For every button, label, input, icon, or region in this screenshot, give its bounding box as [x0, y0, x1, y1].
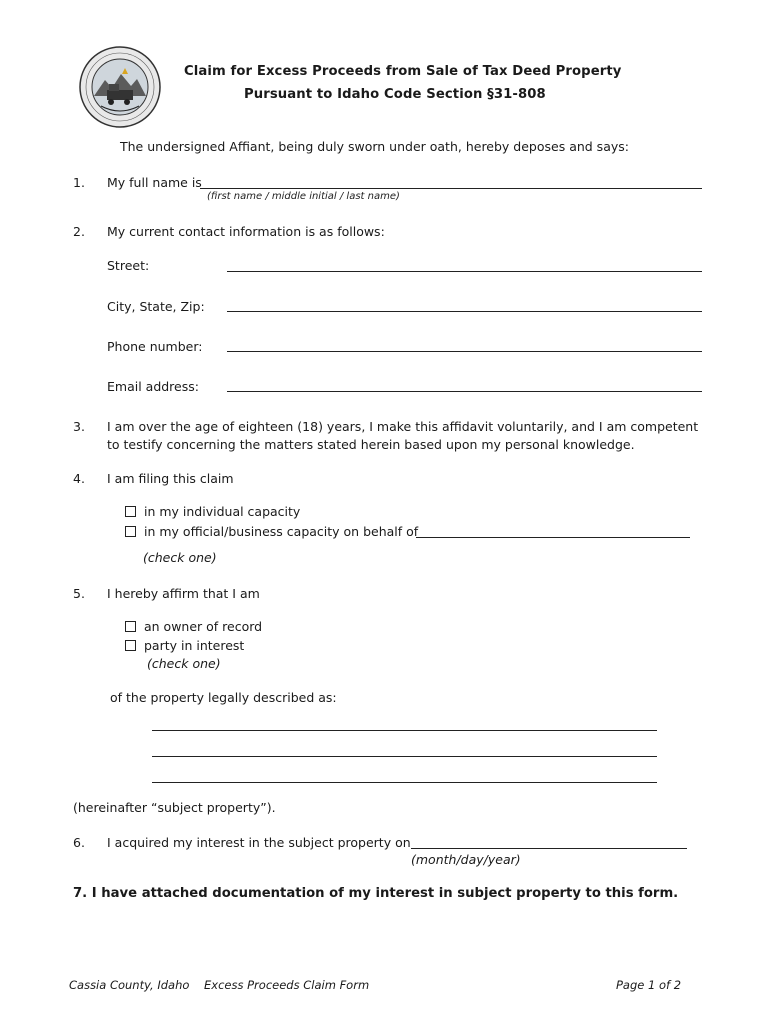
full-name-hint: (first name / middle initial / last name) [207, 191, 400, 202]
item-2-label: My current contact information is as follows: [107, 224, 385, 239]
acquired-date-hint: (month/day/year) [411, 852, 521, 867]
owner-of-record-label: an owner of record [144, 619, 263, 634]
item-4-check-one: (check one) [143, 550, 217, 565]
item-1-number: 1. [73, 175, 85, 190]
business-capacity-label: in my official/business capacity on behalf of [144, 524, 419, 539]
item-4-label: I am filing this claim [107, 471, 234, 486]
item-5-label: I hereby affirm that I am [107, 586, 260, 601]
item-2-number: 2. [73, 224, 85, 239]
business-capacity-option[interactable] [125, 524, 418, 539]
phone-field[interactable] [227, 351, 702, 352]
full-name-field[interactable] [200, 188, 702, 189]
party-in-interest-checkbox[interactable] [125, 640, 136, 651]
legal-description-line-3[interactable] [152, 782, 657, 783]
item-6-number: 6. [73, 835, 85, 850]
on-behalf-of-field[interactable] [416, 537, 690, 538]
item-5-check-one: (check one) [147, 656, 221, 671]
intro-text: The undersigned Affiant, being duly sworn under oath, hereby deposes and says: [120, 139, 629, 154]
county-seal-icon [79, 46, 161, 128]
item-1-label: My full name is [107, 175, 202, 190]
business-capacity-checkbox[interactable] [125, 526, 136, 537]
owner-of-record-checkbox[interactable] [125, 621, 136, 632]
hereinafter-text: (hereinafter “subject property”). [73, 800, 276, 815]
owner-of-record-option[interactable] [125, 619, 262, 634]
item-5-number: 5. [73, 586, 85, 601]
email-label: Email address: [107, 379, 199, 394]
individual-capacity-label: in my individual capacity [144, 504, 301, 519]
legal-description-label: of the property legally described as: [110, 690, 337, 705]
street-field[interactable] [227, 271, 702, 272]
form-title: Claim for Excess Proceeds from Sale of Tax Deed Property [184, 64, 622, 79]
item-3-line-2: to testify concerning the matters stated herein based upon my personal knowledge. [107, 437, 635, 452]
item-6-label: I acquired my interest in the subject property on [107, 835, 411, 850]
item-7-statement: 7. I have attached documentation of my interest in subject property to this form. [73, 886, 679, 901]
individual-capacity-option[interactable] [125, 504, 300, 519]
party-in-interest-label: party in interest [144, 638, 245, 653]
phone-label: Phone number: [107, 339, 203, 354]
street-label: Street: [107, 258, 150, 273]
city-state-zip-label: City, State, Zip: [107, 299, 205, 314]
party-in-interest-option[interactable] [125, 638, 244, 653]
item-3-number: 3. [73, 419, 85, 434]
city-state-zip-field[interactable] [227, 311, 702, 312]
footer-left: Cassia County, Idaho Excess Proceeds Claim Form [69, 978, 370, 992]
email-field[interactable] [227, 391, 702, 392]
acquired-date-field[interactable] [411, 848, 687, 849]
item-4-number: 4. [73, 471, 85, 486]
form-subtitle: Pursuant to Idaho Code Section §31-808 [244, 87, 546, 102]
page-number: Page 1 of 2 [616, 978, 682, 992]
item-3-line-1: I am over the age of eighteen (18) years, I make this affidavit voluntarily, and I am competent [107, 419, 699, 434]
legal-description-line-2[interactable] [152, 756, 657, 757]
legal-description-line-1[interactable] [152, 730, 657, 731]
individual-capacity-checkbox[interactable] [125, 506, 136, 517]
